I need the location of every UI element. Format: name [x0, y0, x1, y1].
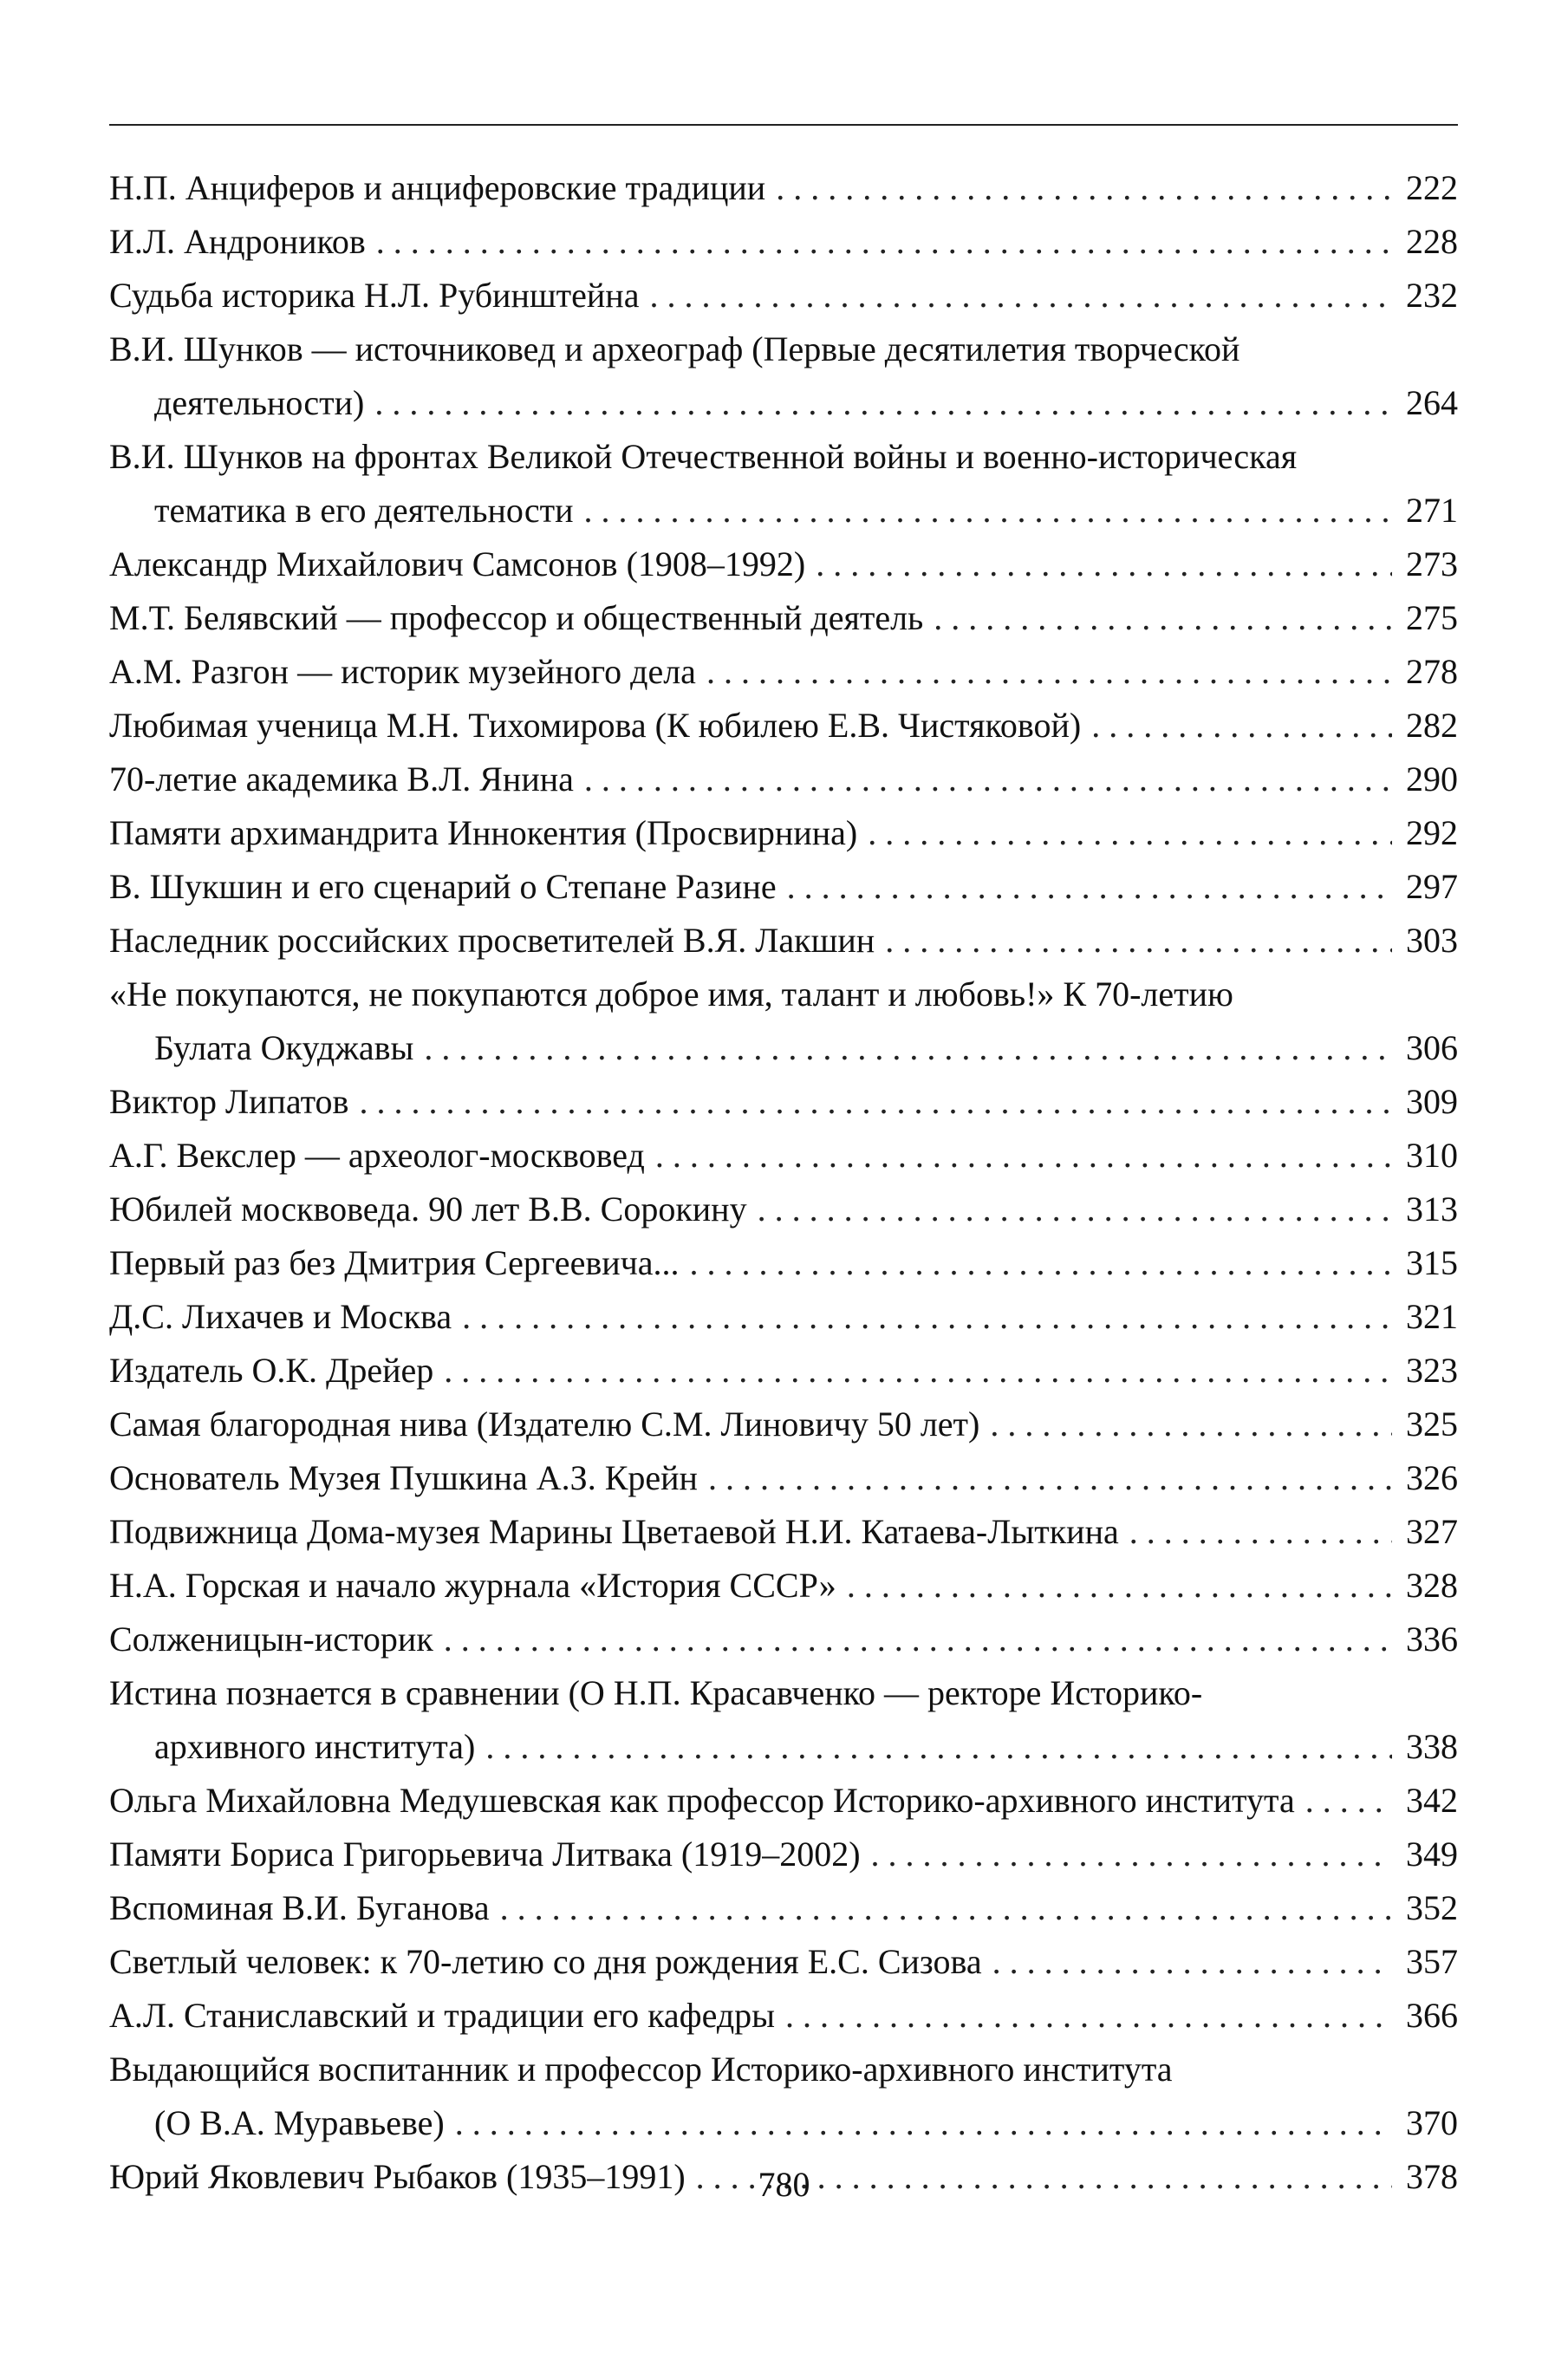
toc-entry-title: Д.С. Лихачев и Москва [109, 1297, 452, 1336]
toc-entry-continuation-line [109, 1720, 1458, 1774]
toc-entry [109, 1129, 1458, 1183]
toc-entry-page-number: 232 [1406, 276, 1458, 315]
toc-entry-page-number: 328 [1406, 1566, 1458, 1605]
toc-entry-line [109, 1828, 1458, 1881]
toc-entry-title: А.Л. Станиславский и традиции его кафедры [109, 1996, 776, 2035]
toc-entry [109, 1075, 1458, 1129]
toc-entry [109, 1505, 1458, 1559]
toc-entry-title: архивного института) [154, 1727, 476, 1766]
toc-entry-page-number: 349 [1406, 1835, 1458, 1874]
toc-entry-line [109, 1075, 1458, 1129]
dot-leader [655, 1129, 1392, 1183]
toc-entry [109, 215, 1458, 269]
toc-entry-line [109, 215, 1458, 269]
dot-leader [708, 1451, 1392, 1505]
toc-entry-page-number: 321 [1406, 1297, 1458, 1336]
toc-entry [109, 2043, 1458, 2150]
toc-entry [109, 1451, 1458, 1505]
dot-leader [990, 1398, 1392, 1451]
toc-entry-page-number: 306 [1406, 1028, 1458, 1067]
toc-entry-title: Наследник российских просветителей В.Я. Лакшин [109, 921, 875, 960]
toc-entry-page-number: 313 [1406, 1190, 1458, 1229]
toc-entry-title: Виктор Липатов [109, 1082, 349, 1121]
toc-entry-title: 70-летие академика В.Л. Янина [109, 759, 574, 798]
dot-leader [706, 645, 1392, 699]
toc-entry-title: «Не покупаются, не покупаются доброе имя, талант и любовь!» К 70-летию [109, 974, 1233, 1014]
toc-entry-continuation-line [109, 2096, 1458, 2150]
dot-leader [584, 753, 1392, 806]
toc-entry-page-number: 357 [1406, 1942, 1458, 1981]
toc-entry-page-number: 278 [1406, 652, 1458, 691]
dot-leader [359, 1075, 1392, 1129]
top-rule [109, 124, 1458, 126]
table-of-contents [109, 161, 1458, 2204]
toc-entry [109, 914, 1458, 968]
toc-entry [109, 1666, 1458, 1774]
toc-entry-line [109, 430, 1458, 484]
toc-entry-page-number: 326 [1406, 1458, 1458, 1497]
toc-entry-title: Подвижница Дома-музея Марины Цветаевой Н.И. Катаева-Лыткина [109, 1512, 1119, 1551]
toc-entry-page-number: 370 [1406, 2103, 1458, 2142]
toc-entry-title: (О В.А. Муравьеве) [154, 2103, 445, 2142]
toc-entry-line [109, 1989, 1458, 2043]
toc-entry-page-number: 327 [1406, 1512, 1458, 1551]
toc-entry [109, 860, 1458, 914]
toc-entry-title: Первый раз без Дмитрия Сергеевича... [109, 1243, 680, 1282]
toc-entry [109, 269, 1458, 323]
toc-entry-page-number: 323 [1406, 1351, 1458, 1390]
toc-entry-page-number: 303 [1406, 921, 1458, 960]
dot-leader [424, 1021, 1392, 1075]
toc-entry-line [109, 753, 1458, 806]
toc-entry [109, 1935, 1458, 1989]
toc-entry-line [109, 806, 1458, 860]
toc-entry-title: Самая благородная нива (Издателю С.М. Линовичу 50 лет) [109, 1405, 980, 1444]
toc-entry [109, 323, 1458, 430]
dot-leader [758, 1183, 1392, 1236]
toc-entry-title: Выдающийся воспитанник и профессор Историко-архивного института [109, 2050, 1173, 2089]
toc-entry [109, 1183, 1458, 1236]
toc-entry-page-number: 366 [1406, 1996, 1458, 2035]
toc-entry-title: И.Л. Андроников [109, 222, 366, 261]
toc-entry-title: М.Т. Белявский — профессор и общественный деятель [109, 598, 924, 637]
toc-entry [109, 645, 1458, 699]
toc-entry-page-number: 378 [1406, 2157, 1458, 2196]
toc-entry-title: Памяти Бориса Григорьевича Литвака (1919–2002) [109, 1835, 861, 1874]
toc-entry [109, 968, 1458, 1075]
toc-entry-title: В.И. Шунков на фронтах Великой Отечественной войны и военно-историческая [109, 437, 1298, 476]
toc-entry-title: Светлый человек: к 70-летию со дня рождения Е.С. Сизова [109, 1942, 982, 1981]
toc-entry-title: А.Г. Векслер — археолог-москвовед [109, 1136, 645, 1175]
toc-entry [109, 430, 1458, 538]
toc-entry-page-number: 222 [1406, 168, 1458, 207]
toc-entry-line [109, 161, 1458, 215]
toc-entry [109, 1774, 1458, 1828]
toc-entry-line [109, 2043, 1458, 2096]
toc-entry-title: Основатель Музея Пушкина А.З. Крейн [109, 1458, 698, 1497]
toc-entry-line [109, 591, 1458, 645]
toc-entry-title: Судьба историка Н.Л. Рубинштейна [109, 276, 640, 315]
toc-entry-page-number: 297 [1406, 867, 1458, 906]
dot-leader [785, 1989, 1392, 2043]
toc-entry-line [109, 1613, 1458, 1666]
dot-leader [376, 215, 1392, 269]
dot-leader [455, 2096, 1392, 2150]
toc-entry [109, 1398, 1458, 1451]
dot-leader [500, 1881, 1392, 1935]
dot-leader [689, 1236, 1392, 1290]
toc-entry-page-number: 228 [1406, 222, 1458, 261]
page-number-folio: 780 [758, 2165, 810, 2204]
toc-entry-title: А.М. Разгон — историк музейного дела [109, 652, 696, 691]
toc-entry-line [109, 1451, 1458, 1505]
toc-entry-line [109, 269, 1458, 323]
toc-entry-page-number: 309 [1406, 1082, 1458, 1121]
toc-entry [109, 1613, 1458, 1666]
toc-entry-line [109, 1290, 1458, 1344]
toc-entry-page-number: 271 [1406, 491, 1458, 530]
dot-leader [1129, 1505, 1392, 1559]
dot-leader [462, 1290, 1392, 1344]
toc-entry [109, 591, 1458, 645]
toc-entry-line [109, 1398, 1458, 1451]
toc-entry-title: Издатель О.К. Дрейер [109, 1351, 434, 1390]
dot-leader [444, 1613, 1392, 1666]
toc-entry-page-number: 273 [1406, 544, 1458, 583]
toc-entry-line [109, 538, 1458, 591]
dot-leader [485, 1720, 1392, 1774]
toc-entry-title: Юбилей москвоведа. 90 лет В.В. Сорокину [109, 1190, 747, 1229]
dot-leader [992, 1935, 1392, 1989]
toc-entry [109, 1290, 1458, 1344]
toc-entry [109, 1828, 1458, 1881]
toc-entry-page-number: 325 [1406, 1405, 1458, 1444]
toc-entry-line [109, 860, 1458, 914]
toc-entry-line [109, 1129, 1458, 1183]
toc-entry-line [109, 699, 1458, 753]
dot-leader [868, 806, 1392, 860]
toc-entry-title: В.И. Шунков — источниковед и археограф (Первые десятилетия творческой [109, 329, 1240, 368]
toc-entry [109, 538, 1458, 591]
toc-entry-title: Памяти архимандрита Иннокентия (Просвирнина) [109, 813, 858, 852]
dot-leader [847, 1559, 1392, 1613]
toc-entry-title: тематика в его деятельности [154, 491, 574, 530]
toc-entry-page-number: 264 [1406, 383, 1458, 422]
toc-entry-line [109, 1559, 1458, 1613]
toc-entry-title: Ольга Михайловна Медушевская как профессор Историко-архивного института [109, 1781, 1295, 1820]
dot-leader [444, 1344, 1392, 1398]
toc-entry-line [109, 1881, 1458, 1935]
dot-leader [1091, 699, 1392, 753]
toc-entry [109, 1236, 1458, 1290]
toc-entry-page-number: 310 [1406, 1136, 1458, 1175]
toc-entry-line [109, 1935, 1458, 1989]
toc-entry-continuation-line [109, 1021, 1458, 1075]
dot-leader [787, 860, 1392, 914]
toc-entry-title: Истина познается в сравнении (О Н.П. Красавченко — ректоре Историко- [109, 1673, 1203, 1712]
toc-entry-line [109, 323, 1458, 376]
toc-entry-title: Любимая ученица М.Н. Тихомирова (К юбилею Е.В. Чистяковой) [109, 706, 1082, 745]
toc-entry-line [109, 914, 1458, 968]
toc-entry [109, 1881, 1458, 1935]
toc-entry-page-number: 336 [1406, 1620, 1458, 1659]
toc-entry-line [109, 645, 1458, 699]
toc-entry-page-number: 282 [1406, 706, 1458, 745]
toc-entry-continuation-line [109, 484, 1458, 538]
dot-leader [776, 161, 1392, 215]
toc-entry [109, 753, 1458, 806]
toc-entry-line [109, 1666, 1458, 1720]
toc-entry-page-number: 352 [1406, 1888, 1458, 1927]
toc-entry-line [109, 1236, 1458, 1290]
toc-entry-title: деятельности) [154, 383, 365, 422]
toc-entry-line [109, 1183, 1458, 1236]
toc-entry-page-number: 342 [1406, 1781, 1458, 1820]
toc-entry-line [109, 1344, 1458, 1398]
toc-entry-page-number: 275 [1406, 598, 1458, 637]
dot-leader [649, 269, 1392, 323]
toc-entry [109, 161, 1458, 215]
toc-entry [109, 1989, 1458, 2043]
toc-entry [109, 806, 1458, 860]
toc-entry-title: Александр Михайлович Самсонов (1908–1992) [109, 544, 806, 583]
toc-entry-page-number: 292 [1406, 813, 1458, 852]
toc-entry-title: Солженицын-историк [109, 1620, 433, 1659]
dot-leader [934, 591, 1392, 645]
dot-leader [374, 376, 1392, 430]
toc-entry [109, 1559, 1458, 1613]
toc-entry-line [109, 1774, 1458, 1828]
toc-entry-continuation-line [109, 376, 1458, 430]
toc-entry-line [109, 968, 1458, 1021]
dot-leader [584, 484, 1393, 538]
dot-leader [885, 914, 1392, 968]
toc-entry-title: Н.П. Анциферов и анциферовские традиции [109, 168, 766, 207]
toc-entry-title: Вспоминая В.И. Буганова [109, 1888, 490, 1927]
toc-entry-title: Н.А. Горская и начало журнала «История СССР» [109, 1566, 836, 1605]
toc-entry-line [109, 1505, 1458, 1559]
dot-leader [1305, 1774, 1392, 1828]
toc-entry [109, 1344, 1458, 1398]
toc-entry [109, 699, 1458, 753]
toc-entry-title: В. Шукшин и его сценарий о Степане Разине [109, 867, 777, 906]
toc-entry-title: Юрий Яковлевич Рыбаков (1935–1991) [109, 2157, 686, 2196]
toc-entry-page-number: 315 [1406, 1243, 1458, 1282]
toc-entry-page-number: 290 [1406, 759, 1458, 798]
toc-entry-title: Булата Окуджавы [154, 1028, 414, 1067]
dot-leader [871, 1828, 1392, 1881]
dot-leader [816, 538, 1392, 591]
toc-entry-page-number: 338 [1406, 1727, 1458, 1766]
